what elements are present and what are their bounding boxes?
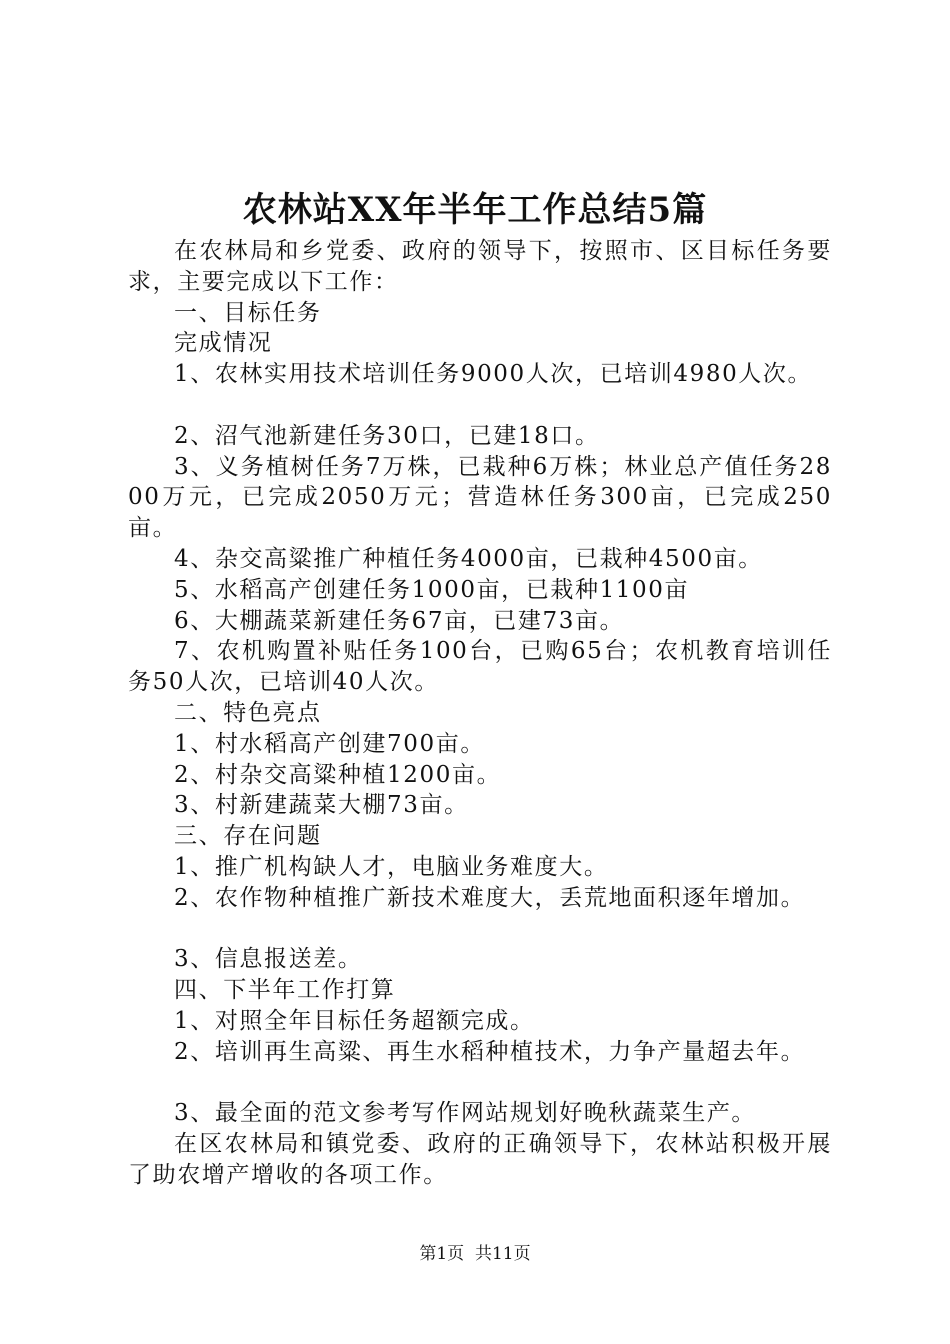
list-item: 4、杂交高粱推广种植任务4000亩，已栽种4500亩。	[174, 545, 763, 572]
spacer	[128, 390, 832, 421]
list-item: 1、对照全年目标任务超额完成。	[174, 1007, 535, 1034]
list-item: 2、农作物种植推广新技术难度大，丢荒地面积逐年增加。	[174, 884, 806, 911]
section-heading-plans: 四、下半年工作打算	[174, 977, 396, 1004]
list-item: 3、义务植树任务7万株，已栽种6万株；林业总产值任务2800万元，已完成2050万元；营造林任务300亩，已完成250亩。	[128, 453, 832, 542]
section-heading-problems: 三、存在问题	[174, 823, 322, 850]
spacer	[128, 914, 832, 945]
list-item: 1、村水稻高产创建700亩。	[174, 730, 485, 757]
page-footer: 第1页 共11页	[419, 1244, 531, 1264]
list-item: 3、信息报送差。	[174, 946, 363, 973]
paragraph-intro: 在农林局和乡党委、政府的领导下，按照市、区目标任务要求，主要完成以下工作：	[128, 238, 832, 295]
spacer	[128, 1068, 832, 1099]
subheading-completion: 完成情况	[174, 330, 273, 357]
list-item: 2、沼气池新建任务30口，已建18口。	[174, 422, 600, 449]
document-body	[128, 236, 832, 1191]
list-item: 3、村新建蔬菜大棚73亩。	[174, 792, 469, 819]
list-item: 3、最全面的范文参考写作网站规划好晚秋蔬菜生产。	[174, 1100, 757, 1127]
list-item: 2、培训再生高粱、再生水稻种植技术，力争产量超去年。	[174, 1038, 806, 1065]
list-item: 2、村杂交高粱种植1200亩。	[174, 761, 502, 788]
section-heading-highlights: 二、特色亮点	[174, 699, 322, 726]
list-item: 1、推广机构缺人才，电脑业务难度大。	[174, 853, 609, 880]
document-title: 农林站XX年半年工作总结5篇	[242, 190, 708, 230]
list-item: 1、农林实用技术培训任务9000人次，已培训4980人次。	[174, 361, 813, 388]
list-item: 5、水稻高产创建任务1000亩，已栽种1100亩	[174, 576, 690, 603]
paragraph-closing: 在区农林局和镇党委、政府的正确领导下，农林站积极开展了助农增产增收的各项工作。	[128, 1131, 832, 1188]
section-heading-targets: 一、目标任务	[174, 299, 322, 326]
list-item: 7、农机购置补贴任务100台，已购65台；农机教育培训任务50人次，已培训40人次。	[128, 638, 832, 696]
list-item: 6、大棚蔬菜新建任务67亩，已建73亩。	[174, 607, 625, 634]
